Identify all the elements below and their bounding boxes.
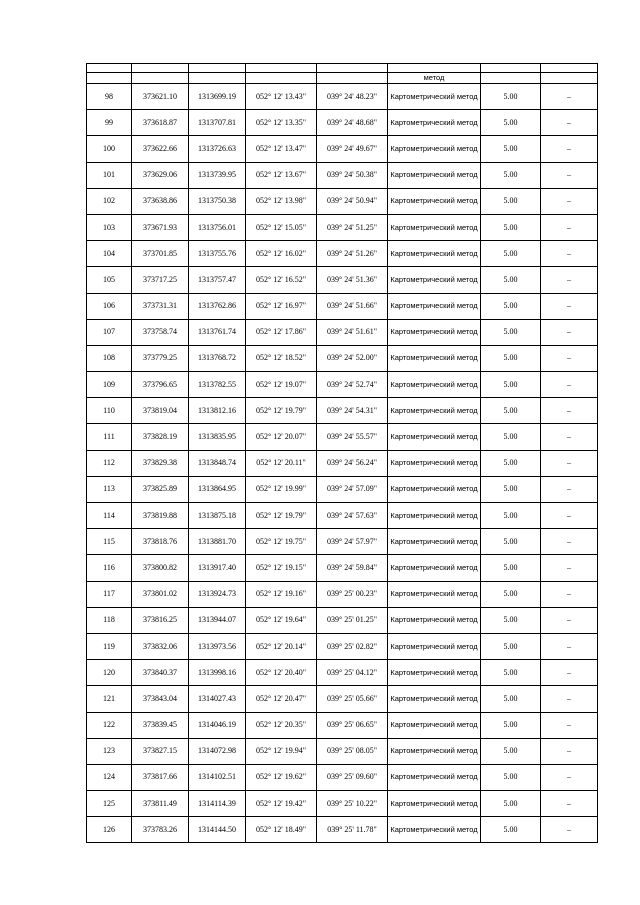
y-coordinate-cell: 1313973.56 <box>189 633 246 659</box>
y-coordinate-cell: 1313762.86 <box>189 293 246 319</box>
latitude-cell: 052° 12' 19.79" <box>246 398 317 424</box>
y-coordinate-cell: 1314046.19 <box>189 712 246 738</box>
method-cell: Картометрический метод <box>388 686 481 712</box>
note-cell: – <box>541 372 598 398</box>
longitude-cell: 039° 25' 08.05" <box>317 738 388 764</box>
latitude-cell: 052° 12' 20.35" <box>246 712 317 738</box>
latitude-cell: 052° 12' 19.42" <box>246 791 317 817</box>
point-number-cell: 114 <box>87 503 132 529</box>
method-cell: Картометрический метод <box>388 293 481 319</box>
latitude-cell: 052° 12' 19.62" <box>246 764 317 790</box>
longitude-cell: 039° 25' 02.82" <box>317 633 388 659</box>
method-cell: Картометрический метод <box>388 84 481 110</box>
latitude-cell: 052° 12' 15.05" <box>246 214 317 240</box>
y-coordinate-cell: 1313864.95 <box>189 476 246 502</box>
latitude-cell: 052° 12' 18.52" <box>246 345 317 371</box>
y-coordinate-cell: 1313812.16 <box>189 398 246 424</box>
y-coordinate-cell: 1313998.16 <box>189 660 246 686</box>
x-coordinate-cell: 373717.25 <box>132 267 189 293</box>
point-number-cell: 117 <box>87 581 132 607</box>
y-coordinate-cell: 1313875.18 <box>189 503 246 529</box>
method-cell: Картометрический метод <box>388 319 481 345</box>
x-coordinate-cell: 373671.93 <box>132 214 189 240</box>
longitude-cell: 039° 25' 04.12" <box>317 660 388 686</box>
method-cell: Картометрический метод <box>388 633 481 659</box>
accuracy-cell: 5.00 <box>481 84 541 110</box>
table-row <box>87 555 598 581</box>
longitude-cell: 039° 24' 52.00" <box>317 345 388 371</box>
method-cell: Картометрический метод <box>388 188 481 214</box>
method-cell: Картометрический метод <box>388 738 481 764</box>
point-number-cell: 123 <box>87 738 132 764</box>
table-row <box>87 424 598 450</box>
point-number-cell: 106 <box>87 293 132 319</box>
point-number-cell: 101 <box>87 162 132 188</box>
note-cell: – <box>541 424 598 450</box>
x-coordinate-cell: 373819.04 <box>132 398 189 424</box>
x-coordinate-cell: 373827.15 <box>132 738 189 764</box>
accuracy-cell: 5.00 <box>481 817 541 843</box>
x-coordinate-cell: 373828.19 <box>132 424 189 450</box>
method-cell: Картометрический метод <box>388 162 481 188</box>
method-cell: Картометрический метод <box>388 581 481 607</box>
x-coordinate-cell: 373618.87 <box>132 110 189 136</box>
note-cell: – <box>541 660 598 686</box>
note-cell: – <box>541 738 598 764</box>
x-coordinate-cell: 373701.85 <box>132 241 189 267</box>
y-coordinate-cell: 1313924.73 <box>189 581 246 607</box>
method-cell: Картометрический метод <box>388 267 481 293</box>
method-cell: Картометрический метод <box>388 424 481 450</box>
method-cell: Картометрический метод <box>388 241 481 267</box>
x-coordinate-cell: 373796.65 <box>132 372 189 398</box>
point-number-cell: 118 <box>87 607 132 633</box>
accuracy-cell: 5.00 <box>481 319 541 345</box>
note-cell: – <box>541 686 598 712</box>
note-cell: – <box>541 241 598 267</box>
accuracy-cell: 5.00 <box>481 372 541 398</box>
y-coordinate-cell: 1314072.98 <box>189 738 246 764</box>
y-coordinate-cell: 1314102.51 <box>189 764 246 790</box>
longitude-cell: 039° 24' 51.36" <box>317 267 388 293</box>
y-coordinate-cell: 1313848.74 <box>189 450 246 476</box>
note-cell: – <box>541 476 598 502</box>
table-row <box>87 241 598 267</box>
x-coordinate-cell: 373832.06 <box>132 633 189 659</box>
point-number-cell: 110 <box>87 398 132 424</box>
point-number-cell: 119 <box>87 633 132 659</box>
note-cell: – <box>541 633 598 659</box>
table-body <box>87 64 598 843</box>
note-cell: – <box>541 581 598 607</box>
latitude-cell: 052° 12' 19.99" <box>246 476 317 502</box>
table-row <box>87 686 598 712</box>
accuracy-cell: 5.00 <box>481 188 541 214</box>
method-cell: Картометрический метод <box>388 791 481 817</box>
accuracy-cell: 5.00 <box>481 791 541 817</box>
y-coordinate-cell: 1313881.70 <box>189 529 246 555</box>
note-cell: – <box>541 110 598 136</box>
method-cell: Картометрический метод <box>388 450 481 476</box>
note-cell: – <box>541 319 598 345</box>
table-row <box>87 188 598 214</box>
note-cell: – <box>541 293 598 319</box>
y-coordinate-cell: 1313761.74 <box>189 319 246 345</box>
longitude-cell: 039° 24' 51.25" <box>317 214 388 240</box>
point-number-cell: 112 <box>87 450 132 476</box>
longitude-cell: 039° 25' 01.25" <box>317 607 388 633</box>
latitude-cell: 052° 12' 13.67" <box>246 162 317 188</box>
latitude-cell: 052° 12' 19.64" <box>246 607 317 633</box>
y-coordinate-cell: 1313757.47 <box>189 267 246 293</box>
accuracy-cell: 5.00 <box>481 450 541 476</box>
latitude-cell: 052° 12' 13.35" <box>246 110 317 136</box>
longitude-cell: 039° 24' 56.24" <box>317 450 388 476</box>
table-row <box>87 503 598 529</box>
x-coordinate-cell: 373638.86 <box>132 188 189 214</box>
table-row <box>87 450 598 476</box>
table-row <box>87 319 598 345</box>
note-cell: – <box>541 136 598 162</box>
accuracy-cell: 5.00 <box>481 764 541 790</box>
longitude-cell: 039° 25' 00.23" <box>317 581 388 607</box>
method-cell: Картометрический метод <box>388 607 481 633</box>
longitude-cell: 039° 25' 11.78" <box>317 817 388 843</box>
latitude-cell: 052° 12' 19.16" <box>246 581 317 607</box>
point-number-cell: 99 <box>87 110 132 136</box>
table-row <box>87 581 598 607</box>
method-cell: Картометрический метод <box>388 529 481 555</box>
x-coordinate-cell: 373783.26 <box>132 817 189 843</box>
accuracy-cell: 5.00 <box>481 660 541 686</box>
accuracy-cell: 5.00 <box>481 686 541 712</box>
coordinates-table <box>86 63 598 843</box>
note-cell: – <box>541 712 598 738</box>
table-row <box>87 267 598 293</box>
point-number-cell: 105 <box>87 267 132 293</box>
point-number-cell: 120 <box>87 660 132 686</box>
longitude-cell: 039° 24' 49.67" <box>317 136 388 162</box>
y-coordinate-cell: 1313755.76 <box>189 241 246 267</box>
table-row <box>87 162 598 188</box>
point-number-cell: 111 <box>87 424 132 450</box>
method-cell: Картометрический метод <box>388 372 481 398</box>
note-cell: – <box>541 817 598 843</box>
table-row <box>87 529 598 555</box>
x-coordinate-cell: 373779.25 <box>132 345 189 371</box>
y-coordinate-cell: 1313782.55 <box>189 372 246 398</box>
x-coordinate-cell: 373800.82 <box>132 555 189 581</box>
x-coordinate-cell: 373622.66 <box>132 136 189 162</box>
x-coordinate-cell: 373801.02 <box>132 581 189 607</box>
longitude-cell: 039° 24' 51.26" <box>317 241 388 267</box>
note-cell: – <box>541 607 598 633</box>
document-page <box>86 63 597 843</box>
note-cell: – <box>541 529 598 555</box>
point-number-cell: 100 <box>87 136 132 162</box>
table-row <box>87 136 598 162</box>
accuracy-cell: 5.00 <box>481 110 541 136</box>
x-coordinate-cell: 373816.25 <box>132 607 189 633</box>
x-coordinate-cell: 373819.88 <box>132 503 189 529</box>
y-coordinate-cell: 1313699.19 <box>189 84 246 110</box>
point-number-cell: 124 <box>87 764 132 790</box>
point-number-cell: 122 <box>87 712 132 738</box>
x-coordinate-cell: 373840.37 <box>132 660 189 686</box>
method-cell: Картометрический метод <box>388 660 481 686</box>
table-row <box>87 817 598 843</box>
table-row <box>87 398 598 424</box>
y-coordinate-cell: 1313917.40 <box>189 555 246 581</box>
x-coordinate-cell: 373825.89 <box>132 476 189 502</box>
table-row <box>87 607 598 633</box>
longitude-cell: 039° 24' 50.38" <box>317 162 388 188</box>
point-number-cell: 126 <box>87 817 132 843</box>
point-number-cell: 116 <box>87 555 132 581</box>
y-coordinate-cell: 1313944.07 <box>189 607 246 633</box>
x-coordinate-cell: 373811.49 <box>132 791 189 817</box>
table-row <box>87 345 598 371</box>
continued-row <box>87 73 598 84</box>
point-number-cell: 107 <box>87 319 132 345</box>
accuracy-cell: 5.00 <box>481 398 541 424</box>
x-coordinate-cell: 373629.06 <box>132 162 189 188</box>
accuracy-cell: 5.00 <box>481 607 541 633</box>
latitude-cell: 052° 12' 19.94" <box>246 738 317 764</box>
latitude-cell: 052° 12' 16.97" <box>246 293 317 319</box>
method-cell: Картометрический метод <box>388 214 481 240</box>
continued-method-cell: метод <box>388 73 481 84</box>
longitude-cell: 039° 24' 50.94" <box>317 188 388 214</box>
y-coordinate-cell: 1314114.39 <box>189 791 246 817</box>
point-number-cell: 103 <box>87 214 132 240</box>
table-row <box>87 372 598 398</box>
point-number-cell: 108 <box>87 345 132 371</box>
longitude-cell: 039° 24' 48.23" <box>317 84 388 110</box>
latitude-cell: 052° 12' 17.86" <box>246 319 317 345</box>
point-number-cell: 113 <box>87 476 132 502</box>
longitude-cell: 039° 24' 51.66" <box>317 293 388 319</box>
x-coordinate-cell: 373817.66 <box>132 764 189 790</box>
method-cell: Картометрический метод <box>388 136 481 162</box>
note-cell: – <box>541 450 598 476</box>
table-row <box>87 791 598 817</box>
method-cell: Картометрический метод <box>388 555 481 581</box>
accuracy-cell: 5.00 <box>481 503 541 529</box>
latitude-cell: 052° 12' 20.11" <box>246 450 317 476</box>
note-cell: – <box>541 214 598 240</box>
point-number-cell: 125 <box>87 791 132 817</box>
latitude-cell: 052° 12' 20.47" <box>246 686 317 712</box>
latitude-cell: 052° 12' 19.79" <box>246 503 317 529</box>
longitude-cell: 039° 25' 06.65" <box>317 712 388 738</box>
latitude-cell: 052° 12' 16.52" <box>246 267 317 293</box>
longitude-cell: 039° 25' 05.66" <box>317 686 388 712</box>
y-coordinate-cell: 1313835.95 <box>189 424 246 450</box>
accuracy-cell: 5.00 <box>481 581 541 607</box>
y-coordinate-cell: 1313726.63 <box>189 136 246 162</box>
table-row <box>87 712 598 738</box>
longitude-cell: 039° 24' 57.97" <box>317 529 388 555</box>
accuracy-cell: 5.00 <box>481 293 541 319</box>
y-coordinate-cell: 1313756.01 <box>189 214 246 240</box>
latitude-cell: 052° 12' 20.40" <box>246 660 317 686</box>
longitude-cell: 039° 24' 54.31" <box>317 398 388 424</box>
accuracy-cell: 5.00 <box>481 738 541 764</box>
note-cell: – <box>541 764 598 790</box>
table-row <box>87 214 598 240</box>
method-cell: Картометрический метод <box>388 398 481 424</box>
latitude-cell: 052° 12' 16.02" <box>246 241 317 267</box>
point-number-cell: 104 <box>87 241 132 267</box>
table-row <box>87 293 598 319</box>
accuracy-cell: 5.00 <box>481 424 541 450</box>
x-coordinate-cell: 373758.74 <box>132 319 189 345</box>
note-cell: – <box>541 345 598 371</box>
table-row <box>87 633 598 659</box>
x-coordinate-cell: 373731.31 <box>132 293 189 319</box>
table-row <box>87 84 598 110</box>
y-coordinate-cell: 1314027.43 <box>189 686 246 712</box>
longitude-cell: 039° 24' 51.61" <box>317 319 388 345</box>
y-coordinate-cell: 1313768.72 <box>189 345 246 371</box>
x-coordinate-cell: 373843.04 <box>132 686 189 712</box>
note-cell: – <box>541 188 598 214</box>
accuracy-cell: 5.00 <box>481 136 541 162</box>
x-coordinate-cell: 373818.76 <box>132 529 189 555</box>
accuracy-cell: 5.00 <box>481 162 541 188</box>
point-number-cell: 121 <box>87 686 132 712</box>
accuracy-cell: 5.00 <box>481 241 541 267</box>
latitude-cell: 052° 12' 19.15" <box>246 555 317 581</box>
longitude-cell: 039° 24' 52.74" <box>317 372 388 398</box>
point-number-cell: 115 <box>87 529 132 555</box>
note-cell: – <box>541 503 598 529</box>
longitude-cell: 039° 25' 09.60" <box>317 764 388 790</box>
point-number-cell: 109 <box>87 372 132 398</box>
latitude-cell: 052° 12' 13.98" <box>246 188 317 214</box>
longitude-cell: 039° 25' 10.22" <box>317 791 388 817</box>
accuracy-cell: 5.00 <box>481 529 541 555</box>
x-coordinate-cell: 373621.10 <box>132 84 189 110</box>
note-cell: – <box>541 267 598 293</box>
note-cell: – <box>541 84 598 110</box>
y-coordinate-cell: 1313707.81 <box>189 110 246 136</box>
latitude-cell: 052° 12' 13.43" <box>246 84 317 110</box>
longitude-cell: 039° 24' 57.09" <box>317 476 388 502</box>
note-cell: – <box>541 791 598 817</box>
y-coordinate-cell: 1314144.50 <box>189 817 246 843</box>
method-cell: Картометрический метод <box>388 345 481 371</box>
longitude-cell: 039° 24' 48.68" <box>317 110 388 136</box>
y-coordinate-cell: 1313739.95 <box>189 162 246 188</box>
x-coordinate-cell: 373829.38 <box>132 450 189 476</box>
latitude-cell: 052° 12' 19.07" <box>246 372 317 398</box>
accuracy-cell: 5.00 <box>481 345 541 371</box>
method-cell: Картометрический метод <box>388 712 481 738</box>
point-number-cell: 98 <box>87 84 132 110</box>
longitude-cell: 039° 24' 59.84" <box>317 555 388 581</box>
latitude-cell: 052° 12' 13.47" <box>246 136 317 162</box>
latitude-cell: 052° 12' 20.14" <box>246 633 317 659</box>
note-cell: – <box>541 398 598 424</box>
table-row <box>87 764 598 790</box>
accuracy-cell: 5.00 <box>481 267 541 293</box>
latitude-cell: 052° 12' 20.07" <box>246 424 317 450</box>
accuracy-cell: 5.00 <box>481 712 541 738</box>
longitude-cell: 039° 24' 55.57" <box>317 424 388 450</box>
x-coordinate-cell: 373839.45 <box>132 712 189 738</box>
accuracy-cell: 5.00 <box>481 214 541 240</box>
table-row <box>87 110 598 136</box>
table-top-row <box>87 64 598 73</box>
latitude-cell: 052° 12' 18.49" <box>246 817 317 843</box>
table-row <box>87 476 598 502</box>
accuracy-cell: 5.00 <box>481 476 541 502</box>
table-row <box>87 738 598 764</box>
note-cell: – <box>541 555 598 581</box>
longitude-cell: 039° 24' 57.63" <box>317 503 388 529</box>
point-number-cell: 102 <box>87 188 132 214</box>
note-cell: – <box>541 162 598 188</box>
method-cell: Картометрический метод <box>388 817 481 843</box>
method-cell: Картометрический метод <box>388 110 481 136</box>
accuracy-cell: 5.00 <box>481 633 541 659</box>
accuracy-cell: 5.00 <box>481 555 541 581</box>
table-row <box>87 660 598 686</box>
y-coordinate-cell: 1313750.38 <box>189 188 246 214</box>
method-cell: Картометрический метод <box>388 476 481 502</box>
method-cell: Картометрический метод <box>388 503 481 529</box>
latitude-cell: 052° 12' 19.75" <box>246 529 317 555</box>
method-cell: Картометрический метод <box>388 764 481 790</box>
